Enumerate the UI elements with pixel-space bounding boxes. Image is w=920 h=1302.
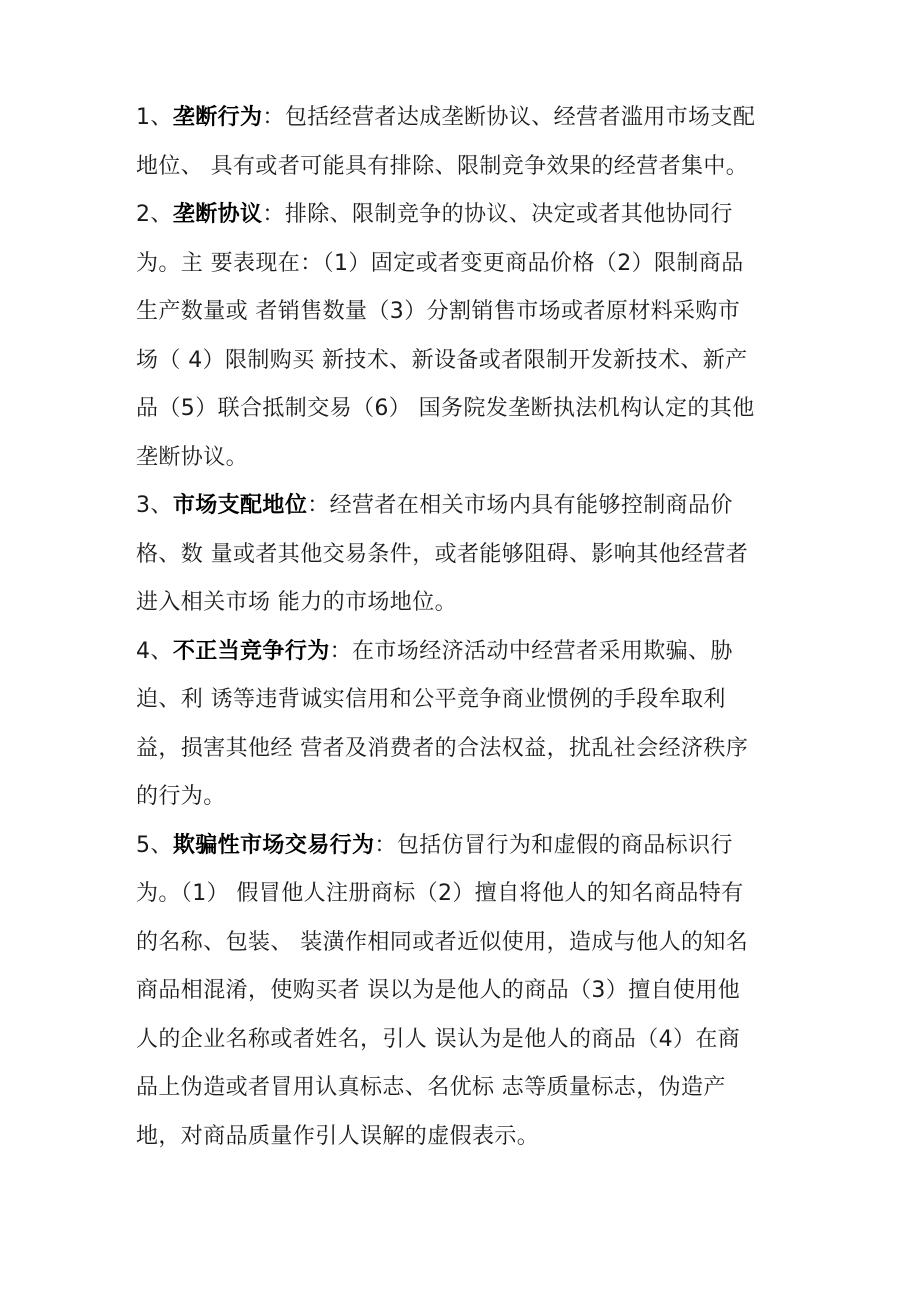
entry-colon: ： [262, 202, 285, 227]
definition-entry-1 [136, 94, 792, 191]
entry-line: 生产数量或 者销售数量（3）分割销售市场或者原材料采购市 [136, 299, 741, 324]
entry-line: 垄断协议。 [136, 444, 249, 470]
entry-line: 的名称、包装、 装潢作相同或者近似使用，造成与他人的知名 [136, 929, 749, 955]
entry-text: 在市场经济活动中经营者采用欺骗、胁 [352, 638, 733, 664]
definition-entry-2 [136, 191, 792, 482]
definition-entry-3 [136, 482, 792, 628]
document-body [136, 94, 792, 1161]
entry-term: 垄断协议 [172, 202, 263, 227]
entry-line: 为。（1） 假冒他人注册商标（2）擅自将他人的知名商品特有 [136, 881, 744, 906]
definition-entry-4 [136, 628, 792, 822]
entry-number: 2、 [136, 202, 173, 227]
entry-first-line [136, 191, 792, 240]
entry-line: 品上伪造或者冒用认真标志、名优标 志等质量标志，伪造产 [136, 1075, 726, 1100]
entry-number: 3、 [136, 493, 173, 518]
entry-first-line [136, 628, 792, 677]
entry-line: 进入相关市场 能力的市场地位。 [136, 590, 457, 615]
entry-line: 人的企业名称或者姓名，引人 误认为是他人的商品（4）在商 [136, 1026, 741, 1052]
entry-line: 地，对商品质量作引人误解的虚假表示。 [136, 1123, 540, 1149]
definition-entry-5 [136, 822, 792, 1162]
entry-line: 的行为。 [136, 784, 226, 809]
entry-line: 为。主 要表现在：（1）固定或者变更商品价格（2）限制商品 [136, 250, 744, 276]
entry-text: 包括仿冒行为和虚假的商品标识行 [396, 832, 733, 858]
entry-text: 包括经营者达成垄断协议、经营者滥用市场支配 [284, 105, 756, 130]
entry-line: 迫、利 诱等违背诚实信用和公平竞争商业惯例的手段牟取利 [136, 687, 726, 712]
entry-line: 地位、 具有或者可能具有排除、限制竞争效果的经营者集中。 [136, 153, 749, 179]
entry-line: 益，损害其他经 营者及消费者的合法权益，扰乱社会经济秩序 [136, 735, 749, 761]
entry-number: 1、 [136, 105, 173, 130]
entry-line: 商品相混淆，使购买者 误以为是他人的商品（3）擅自使用他 [136, 978, 741, 1003]
entry-term: 市场支配地位 [172, 493, 308, 518]
entry-number: 4、 [136, 638, 173, 664]
entry-term: 不正当竞争行为 [172, 638, 330, 664]
entry-first-line [136, 822, 792, 871]
entry-line: 格、数 量或者其他交易条件，或者能够阻碍、影响其他经营者 [136, 541, 749, 567]
entry-line: 品（5）联合抵制交易（6） 国务院发垄断执法机构认定的其他 [136, 396, 755, 421]
entry-text: 经营者在相关市场内具有能够控制商品价 [329, 493, 733, 518]
entry-colon: ： [262, 105, 285, 130]
entry-first-line [136, 94, 792, 143]
entry-term: 垄断行为 [172, 105, 263, 130]
entry-line: 场（ 4）限制购买 新技术、新设备或者限制开发新技术、新产 [136, 347, 748, 373]
entry-number: 5、 [136, 832, 173, 858]
entry-colon: ： [307, 493, 330, 518]
entry-first-line [136, 482, 792, 531]
entry-text: 排除、限制竞争的协议、决定或者其他协同行 [284, 202, 733, 227]
entry-colon: ： [374, 832, 397, 858]
entry-colon: ： [329, 638, 353, 664]
entry-term: 欺骗性市场交易行为 [172, 832, 375, 858]
